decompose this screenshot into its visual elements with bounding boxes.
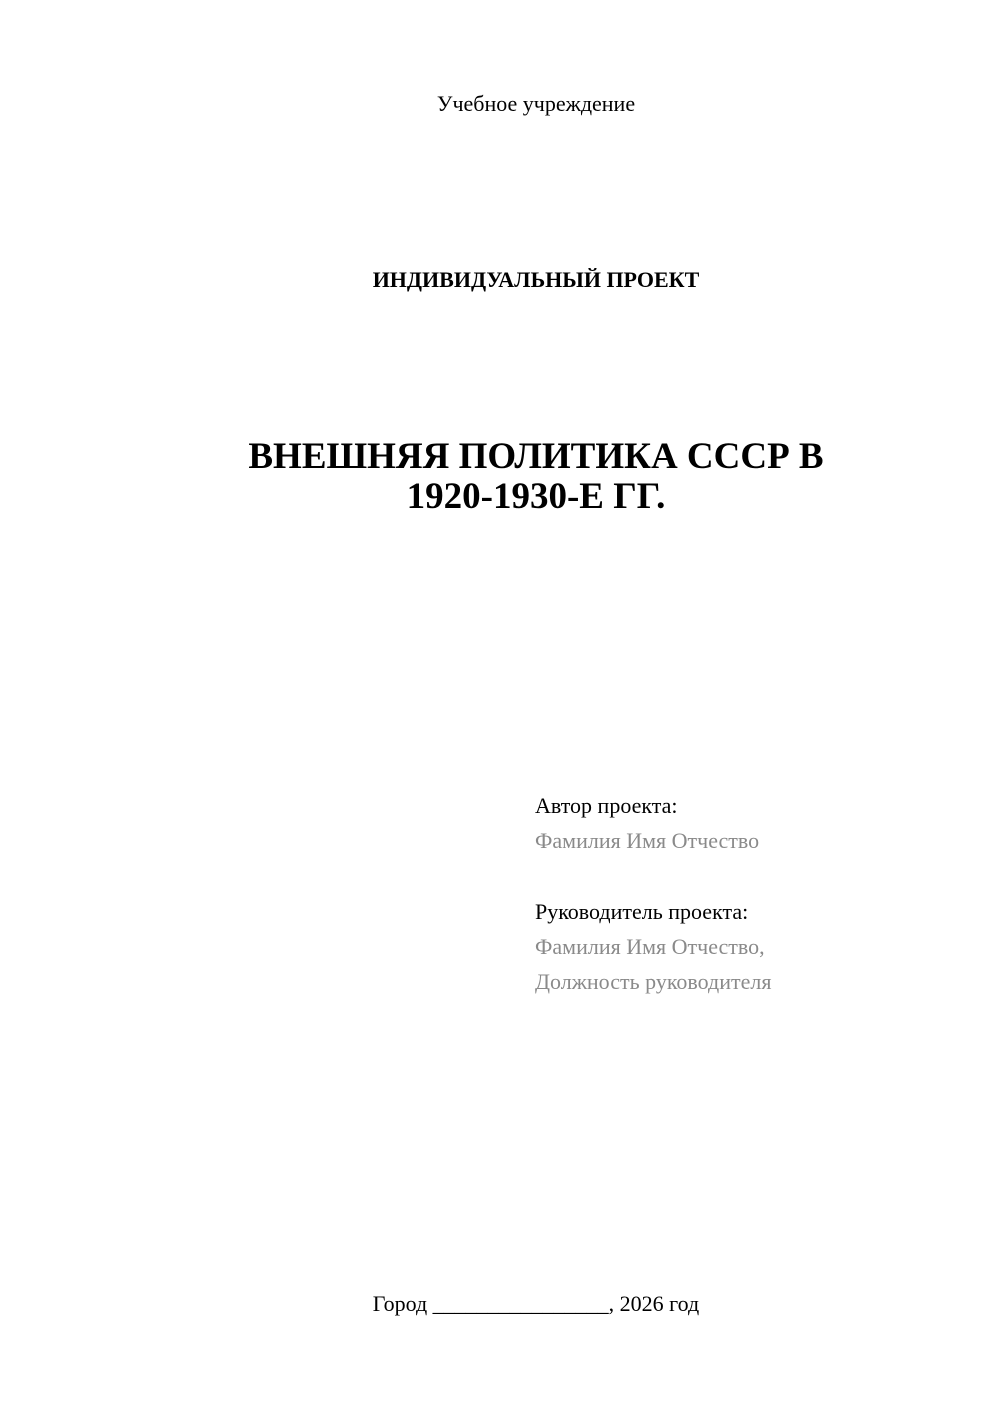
project-title-line-2: 1920-1930-Е ГГ. [406, 476, 666, 517]
supervisor-position: Должность руководителя [535, 969, 772, 994]
city-year-line: Город ________________, 2026 год [372, 1291, 700, 1316]
project-credits [535, 788, 975, 999]
project-title [0, 437, 1000, 517]
author-name: Фамилия Имя Отчество [535, 828, 760, 853]
supervisor-name: Фамилия Имя Отчество, [535, 934, 765, 959]
institution-name: Учебное учреждение [436, 91, 636, 116]
credits-spacer [535, 858, 975, 894]
supervisor-label: Руководитель проекта: [535, 899, 749, 924]
project-title-line-1: ВНЕШНЯЯ ПОЛИТИКА СССР В [248, 436, 824, 477]
author-label: Автор проекта: [535, 793, 678, 818]
document-type: ИНДИВИДУАЛЬНЫЙ ПРОЕКТ [372, 267, 700, 292]
